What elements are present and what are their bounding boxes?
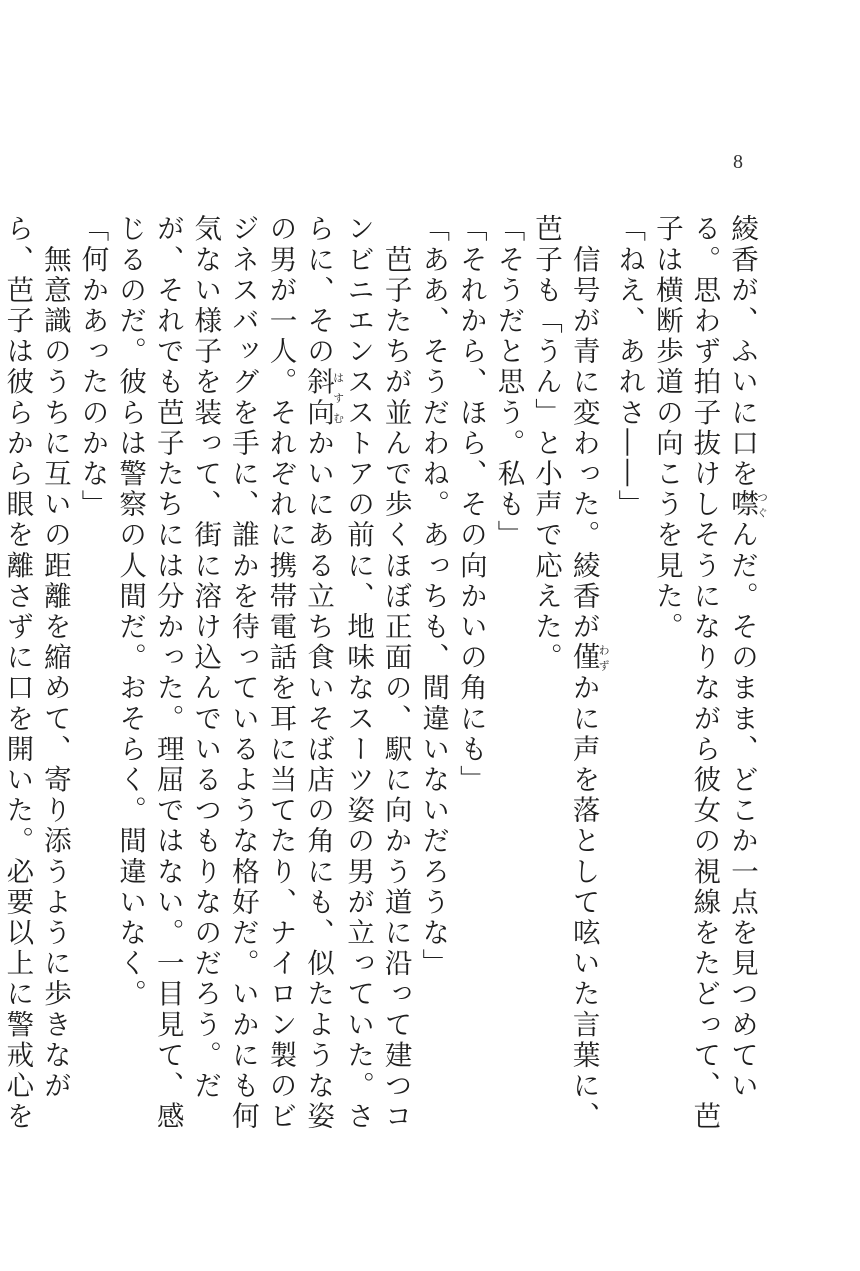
paragraph: 「それから、ほら、その向かいの角にも」	[454, 214, 487, 796]
paragraph: 「ねえ、あれさ――」	[613, 214, 646, 520]
body-text	[1, 214, 769, 1144]
furigana: 噤つぐ	[726, 489, 769, 521]
paragraph: 「そうだと思う。私も」	[492, 214, 525, 551]
paragraph: 芭子たちが並んで歩くほぼ正面の、駅に向かう道に沿って建つコンビニエンスストアの前に、地味なスーツ姿の男が立っていた。さらに、その斜向はすむかいにある立ち食いそば店の角にも、似たような姿の男が一人。それぞれに携帯電話を耳に当てたり、ナイロン製のビジネスバッグを手に、誰かを待っているような格好だ。いかにも何気ない様子を装って、街に溶け込んでいるつもりなのだろう。だが、それでも芭子たちには分かった。理屈ではない。一目見て、感じるのだ。彼らは警察の人間だ。おそらく。間違いなく。	[114, 214, 412, 1133]
paragraph: 綾香が、ふいに口を噤つぐんだ。そのまま、どこか一点を見つめている。思わず拍子抜けしそうになりながら彼女の視線をたどって、芭子は横断歩道の向こうを見た。	[650, 214, 769, 1132]
paragraph: 「ああ、そうだわね。あっちも、間違いないだろうな」	[417, 214, 450, 979]
paragraph: 無意識のうちに互いの距離を縮めて、寄り添うように歩きながら、芭子は彼らから眼を離さずに口を開いた。必要以上に警戒心を	[1, 214, 71, 1132]
paragraph: 信号が青に変わった。綾香が僅わずかに声を落として呟いた言葉に、芭子も「うん」と小声で応えた。	[530, 214, 611, 1133]
paragraph: 「何かあったのかな」	[76, 214, 109, 520]
page-number: 8	[733, 151, 743, 173]
furigana: 斜向はすむ	[302, 367, 345, 429]
furigana: 僅わず	[567, 642, 611, 674]
